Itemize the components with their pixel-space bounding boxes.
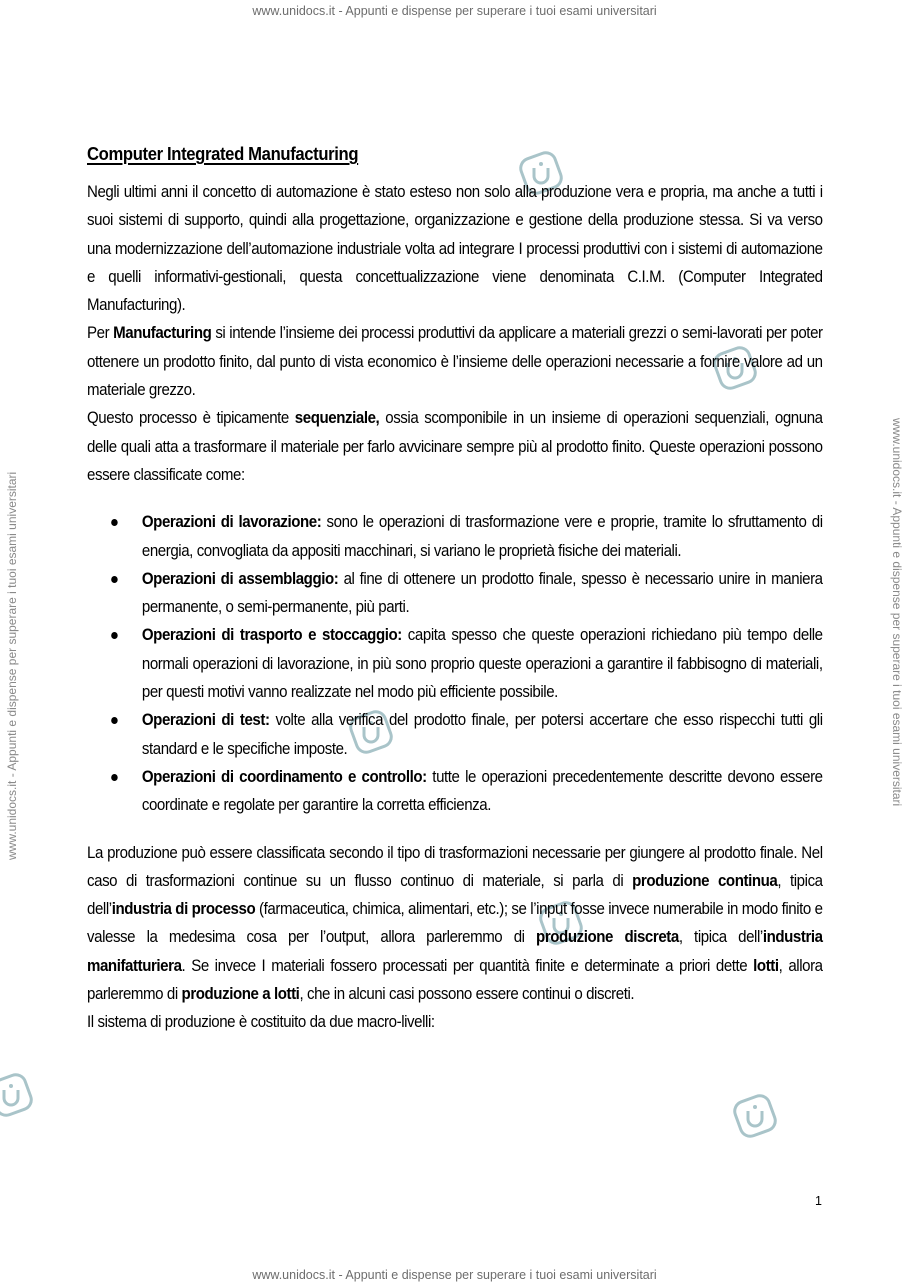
bold-term: produzione discreta (536, 928, 679, 947)
paragraph-intro (87, 178, 823, 319)
bullet-icon (111, 519, 118, 526)
text-run: , che in alcuni casi possono essere continui o discreti. (299, 985, 635, 1004)
bold-term: industria manifatturiera (87, 928, 823, 975)
bold-term: produzione continua (632, 871, 778, 890)
body-text (87, 178, 823, 1037)
watermark-logo-icon (732, 1093, 778, 1139)
page-number: 1 (815, 1194, 822, 1208)
list-item-term: Operazioni di assemblaggio: (141, 569, 339, 588)
text-run: La produzione può essere classificata secondo il tipo di trasformazioni necessarie per giungere al prodotto finale. Nel caso di trasformazioni continue su un flusso continuo di materiale, si parla di (87, 843, 823, 890)
list-item-term: Operazioni di test: (141, 711, 270, 730)
list-item (87, 763, 823, 820)
watermark-banner-top: www.unidocs.it - Appunti e dispense per superare i tuoi esami universitari (252, 4, 657, 18)
list-item-desc: volte alla verifica del prodotto finale, per potersi accertare che esso rispecchi tutti gli standard e le specifiche imposte. (141, 711, 823, 758)
paragraph-macro-livelli (87, 1008, 823, 1036)
text-run: ossia scomponibile in un insieme di operazioni sequenziali, ognuna delle quali atta a trasformare il materiale per farlo avvicinare sempre più al prodotto finito. Queste operazioni possono essere classificate come: (87, 409, 823, 484)
document-body (87, 143, 823, 1037)
text-run: , allora parleremmo di (87, 956, 823, 1004)
list-item-desc: al fine di ottenere un prodotto finale, spesso è necessario unire in maniera permanente, o semi-permanente, più parti. (141, 569, 823, 617)
list-item (87, 565, 823, 622)
bullet-icon (111, 774, 118, 781)
paragraph-produzione (87, 839, 823, 1009)
text-run: Negli ultimi anni il concetto di automazione è stato esteso non solo alla produzione vera e propria, ma anche a tutti i suoi sistemi di supporto, quindi alla progettazione, organizzazione e gestione della produzione stessa. Si va verso una modernizzazione dell’automazione industriale volta ad integrare I processi produttivi con i sistemi di automazione e quelli informativi-gestionali, questa concettualizzazione viene denominata C.I.M. (Computer Integrated Manufacturing). (87, 183, 823, 315)
text-run: Questo processo è tipicamente (87, 409, 295, 428)
bullet-icon (111, 576, 118, 583)
bold-term: sequenziale, (294, 409, 380, 428)
text-run: Per (87, 324, 114, 343)
list-item-term: Operazioni di trasporto e stoccaggio: (141, 626, 402, 645)
text-run: , tipica dell’ (87, 871, 823, 919)
bullet-icon (111, 632, 118, 639)
list-item-desc: capita spesso che queste operazioni richiedano più tempo delle normali operazioni di lavorazione, in più sono proprio queste operazioni a garantire il fabbisogno di materiali, per questi motivi vanno realizzate nel modo più efficiente possibile. (141, 626, 823, 702)
list-item-desc: sono le operazioni di trasformazione vere e proprie, tramite lo sfruttamento di energia, convogliata da appositi macchinari, si variano le proprietà fisiche dei materiali. (141, 513, 823, 560)
bold-term: lotti (753, 956, 779, 975)
text-run: , tipica dell’ (678, 928, 763, 947)
watermark-logo-icon (0, 1072, 34, 1118)
paragraph-sequenziale (87, 404, 823, 489)
list-item (87, 508, 823, 565)
bold-term: Manufacturing (113, 324, 212, 343)
bold-term: produzione a lotti (181, 985, 300, 1004)
list-item-term: Operazioni di coordinamento e controllo: (141, 767, 427, 786)
bold-term: industria di processo (111, 900, 256, 919)
bullet-icon (111, 717, 118, 724)
document-title: Computer Integrated Manufacturing (87, 143, 359, 164)
list-item-desc: tutte le operazioni precedentemente descritte devono essere coordinate e regolate per garantire la corretta efficienza. (141, 767, 823, 815)
list-item-term: Operazioni di lavorazione: (141, 513, 322, 532)
watermark-side-left: www.unidocs.it - Appunti e dispense per superare i tuoi esami universitari (5, 471, 19, 860)
list-item (87, 621, 823, 706)
text-run: Il sistema di produzione è costituito da due macro-livelli: (87, 1013, 435, 1032)
operations-list (87, 508, 823, 819)
watermark-side-right: www.unidocs.it - Appunti e dispense per superare i tuoi esami universitari (890, 418, 904, 807)
text-run: (farmaceutica, chimica, alimentari, etc.); se l’input fosse invece numerabile in modo finito e valesse la medesima cosa per l’output, allora parleremmo di (87, 900, 823, 947)
paragraph-manufacturing (87, 319, 823, 404)
text-run: si intende l’insieme dei processi produttivi da applicare a materiali grezzi o semi-lavorati per poter ottenere un prodotto finito, dal punto di vista economico è l’insieme delle operazioni necessarie a fornire valore ad un materiale grezzo. (87, 324, 823, 400)
watermark-banner-bottom: www.unidocs.it - Appunti e dispense per superare i tuoi esami universitari (252, 1268, 657, 1282)
text-run: . Se invece I materiali fossero processati per quantità finite e determinate a priori dette (181, 956, 754, 975)
list-item (87, 706, 823, 763)
